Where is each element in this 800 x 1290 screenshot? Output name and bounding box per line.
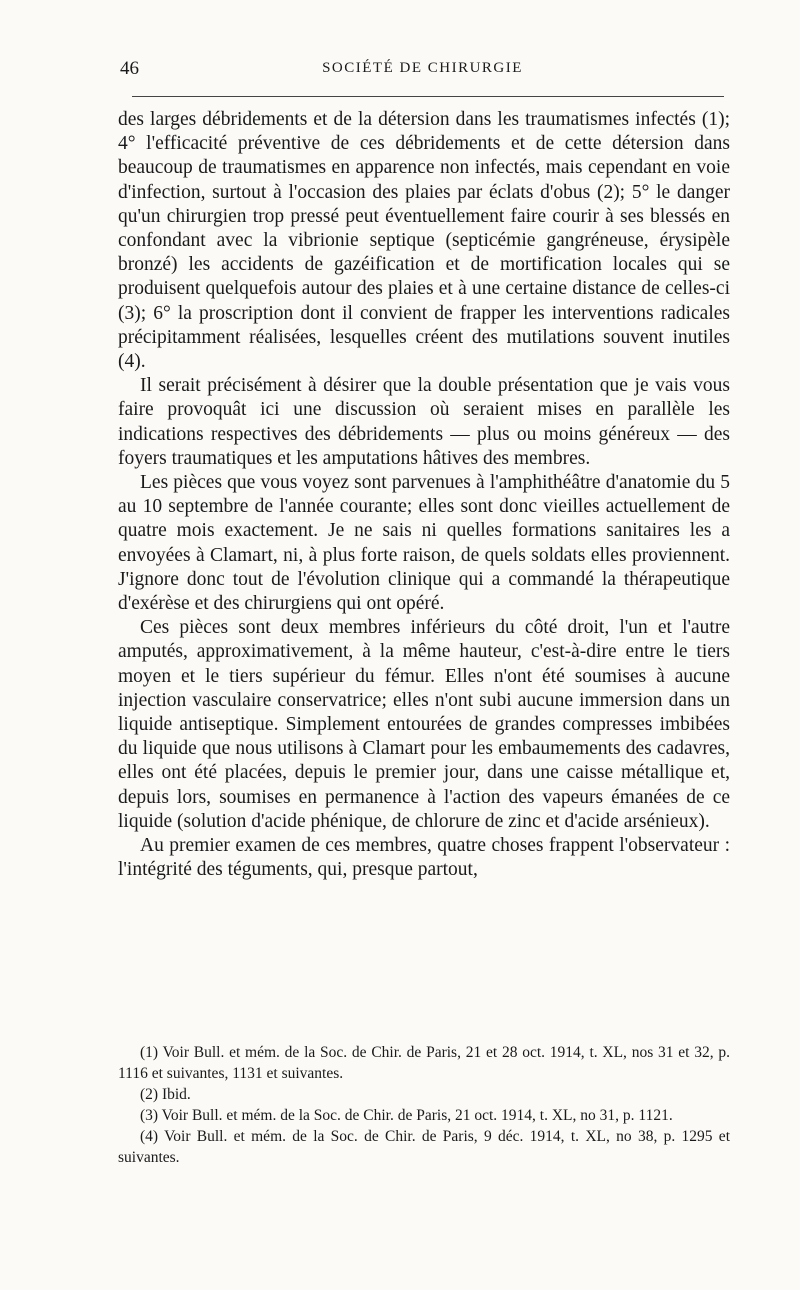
paragraph-continued: des larges débridements et de la détersion dans les traumatismes infectés (1); 4° l'efficacité préventive de ces débridements et de cette détersion dans beaucoup de traumatismes en apparence non infectés, mais cependant en voie d'infection, surtout à l'occasion des plaies par éclats d'obus (2); 5° le danger qu'un chirurgien trop pressé peut éventuellement faire courir à ses blessés en confondant avec la vibrionie septique (septicémie gangréneuse, érysipèle bronzé) les accidents de gazéification et de mortification locales qui se produisent quelquefois autour des plaies et à une certaine distance de celles-ci (3); 6° la proscription dont il convient de frapper les interventions radicales précipitamment réalisées, lesquelles créent des mutilations souvent inutiles (4). bbox=[118, 109, 730, 373]
running-title: SOCIÉTÉ DE CHIRURGIE bbox=[322, 60, 523, 76]
paragraph: Les pièces que vous voyez sont parvenues à l'amphithéâtre d'anatomie du 5 au 10 septembre de l'année courante; elles sont donc vieilles actuellement de quatre mois exactement. Je ne sais ni quelles formations sanitaires les a envoyées à Clamart, ni, à plus forte raison, de quels soldats elles proviennent. J'ignore donc tout de l'évolution clinique qui a commandé la thérapeutique d'exérèse et des chirurgiens qui ont opéré. bbox=[118, 472, 730, 615]
footnote: (2) Ibid. bbox=[140, 1086, 191, 1103]
header-rule bbox=[132, 96, 724, 97]
paragraph: Il serait précisément à désirer que la double présentation que je vais vous faire provoquât ici une discussion où seraient mises en parallèle les indications respectives des débridements — plus ou moins généreux — des foyers traumatiques et les amputations hâtives des membres. bbox=[118, 375, 730, 469]
footnote: (4) Voir Bull. et mém. de la Soc. de Chir. de Paris, 9 déc. 1914, t. XL, no 38, p. 1295 et suivantes. bbox=[118, 1128, 730, 1166]
footnote: (1) Voir Bull. et mém. de la Soc. de Chir. de Paris, 21 et 28 oct. 1914, t. XL, nos 31 et 32, p. 1116 et suivantes, 1131 et suivantes. bbox=[118, 1044, 730, 1082]
paragraph: Ces pièces sont deux membres inférieurs du côté droit, l'un et l'autre amputés, approximativement, à la même hauteur, c'est-à-dire entre le tiers moyen et le tiers supérieur du fémur. Elles n'ont été soumises à aucune injection vasculaire conservatrice; elles n'ont subi aucune immersion dans un liquide antiseptique. Simplement entourées de grandes compresses imbibées du liquide que nous utilisons à Clamart pour les embaumements des cadavres, elles ont été placées, depuis le premier jour, dans une caisse métallique et, depuis lors, soumises en permanence à l'action des vapeurs émanées de ce liquide (solution d'acide phénique, de chlorure de zinc et d'acide arsénieux). bbox=[118, 617, 730, 832]
paragraph: Au premier examen de ces membres, quatre choses frappent l'observateur : l'intégrité des téguments, qui, presque partout, bbox=[118, 835, 730, 881]
page-number: 46 bbox=[120, 58, 139, 79]
footnotes bbox=[118, 1042, 730, 1168]
footnote: (3) Voir Bull. et mém. de la Soc. de Chir. de Paris, 21 oct. 1914, t. XL, no 31, p. 1121. bbox=[140, 1107, 673, 1124]
running-head bbox=[120, 58, 725, 82]
body-text bbox=[118, 108, 730, 883]
